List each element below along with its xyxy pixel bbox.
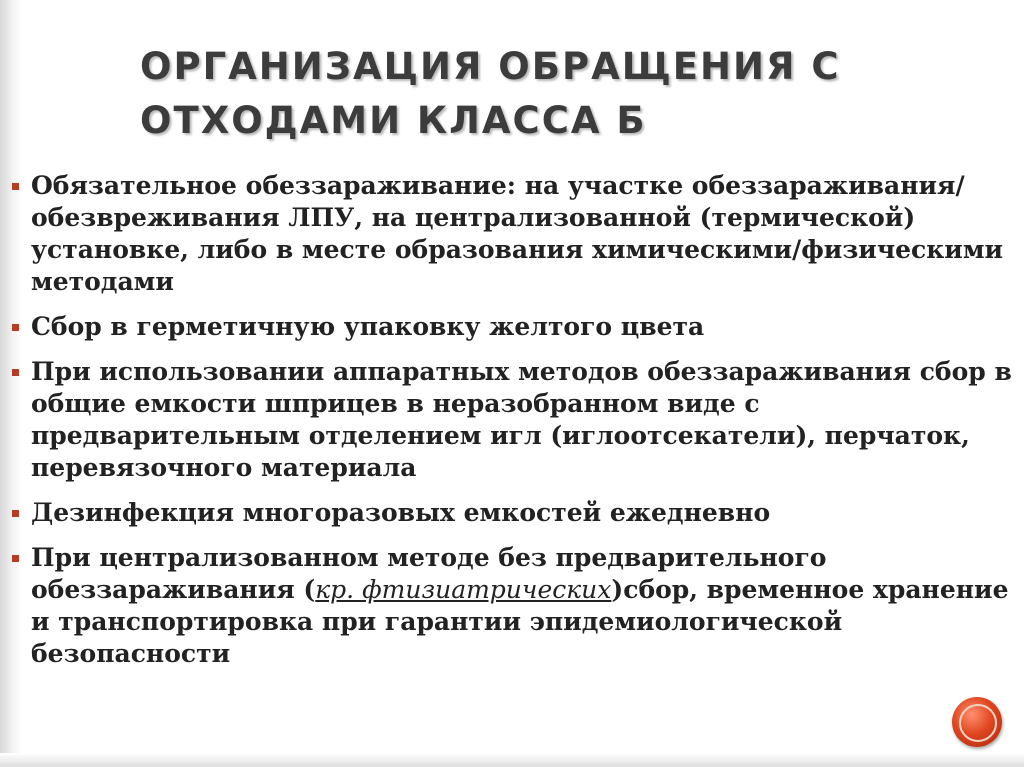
bullet-square-icon bbox=[12, 183, 19, 190]
list-item-text: Обязательное обеззараживание: на участке обеззараживания/обезвреживания ЛПУ, на централизованной (термической) установке, либо в месте образования химическими/физическими методами bbox=[31, 171, 1004, 296]
list-item bbox=[12, 542, 1012, 670]
list-item bbox=[12, 170, 1012, 298]
slide-title-line-2: ОТХОДАМИ КЛАССА Б bbox=[140, 99, 647, 142]
circle-nav-icon[interactable] bbox=[952, 697, 1002, 747]
list-item bbox=[12, 497, 1012, 529]
emphasis-link: кр. фтизиатрических bbox=[315, 575, 612, 604]
list-item-text: Дезинфекция многоразовых емкостей ежедневно bbox=[31, 498, 771, 527]
list-item-text: При использовании аппаратных методов обеззараживания сбор в общие емкости шприцев в неразобранном виде с предварительным отделением игл (иглоотсекатели), перчаток, перевязочного материала bbox=[31, 357, 1012, 482]
list-item bbox=[12, 311, 1012, 343]
bullet-square-icon bbox=[12, 510, 19, 517]
slide-title-line-1: ОРГАНИЗАЦИЯ ОБРАЩЕНИЯ С bbox=[140, 45, 841, 88]
bullet-square-icon bbox=[12, 369, 19, 376]
page-edge-bottom bbox=[0, 753, 1024, 767]
bullet-square-icon bbox=[12, 555, 19, 562]
bullet-list bbox=[12, 170, 1012, 683]
list-item-text: Сбор в герметичную упаковку желтого цвета bbox=[31, 312, 705, 341]
nav-button-ring bbox=[959, 704, 997, 742]
list-item bbox=[12, 356, 1012, 484]
list-item-text-before: При централизованном методе без предварительного обеззараживания ( bbox=[31, 543, 827, 604]
bullet-square-icon bbox=[12, 324, 19, 331]
list-item-text-after: )сбор, временное хранение и транспортировка при гарантии эпидемиологической безопасности bbox=[31, 575, 1009, 668]
slide-title bbox=[140, 40, 900, 148]
